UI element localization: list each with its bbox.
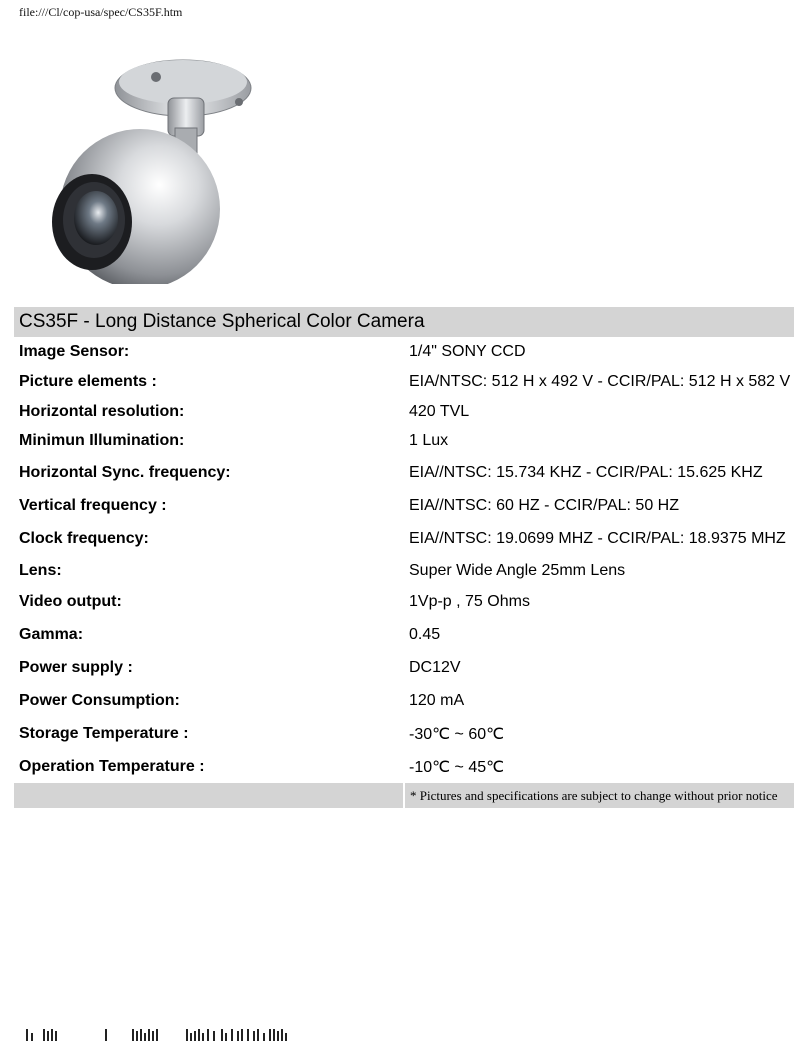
product-title: CS35F - Long Distance Spherical Color Camera [14,307,794,337]
spec-value: EIA//NTSC: 19.0699 MHZ - CCIR/PAL: 18.9375 MHZ [409,529,786,547]
spec-label: Gamma: [19,625,84,643]
table-row [14,750,794,783]
spec-value: EIA//NTSC: 15.734 KHZ - CCIR/PAL: 15.625 KHZ [409,463,763,481]
table-row [14,717,794,750]
table-row [14,426,794,456]
spec-label: Horizontal resolution: [19,402,185,420]
spec-table [14,307,794,808]
spec-label: Horizontal Sync. frequency: [19,463,231,481]
spec-label: Power Consumption: [19,691,180,709]
spec-label: Operation Temperature : [19,757,205,775]
spec-value: -30℃ ~ 60℃ [409,725,505,743]
table-row [14,618,794,651]
table-row [14,397,794,426]
notice-row [14,783,794,808]
table-row [14,337,794,367]
table-row [14,456,794,489]
spec-label: Vertical frequency : [19,496,167,514]
spec-label: Video output: [19,593,122,610]
spec-value: 420 TVL [409,402,470,420]
spec-label: Lens: [19,561,62,579]
footer-scan-marks [26,1027,326,1041]
spec-value: 120 mA [409,691,465,709]
table-row [14,684,794,717]
spec-value: -10℃ ~ 45℃ [409,758,505,776]
table-row [14,489,794,522]
spec-value: EIA/NTSC: 512 H x 492 V - CCIR/PAL: 512 H x 582 V [409,373,791,390]
table-row [14,522,794,555]
spec-value: 1 Lux [409,432,449,449]
spec-value: DC12V [409,658,461,676]
table-row [14,651,794,684]
lens [74,191,118,245]
table-row [14,555,794,586]
camera-photo [44,44,266,284]
spec-label: Clock frequency: [19,529,149,547]
spec-value: Super Wide Angle 25mm Lens [409,561,626,579]
file-url-header: file:///Cl/cop-usa/spec/CS35F.htm [19,5,183,19]
spec-label: Image Sensor: [19,343,130,360]
spec-label: Power supply : [19,658,133,676]
notice-text: * Pictures and specifications are subject to change without prior notice [404,783,794,808]
table-row [14,367,794,397]
notice-empty-cell [14,783,404,808]
spec-label: Picture elements : [19,373,157,390]
spec-value: 1/4" SONY CCD [409,343,526,360]
spec-label: Storage Temperature : [19,724,189,742]
spec-value: EIA//NTSC: 60 HZ - CCIR/PAL: 50 HZ [409,496,679,514]
spec-value: 0.45 [409,625,441,643]
spec-value: 1Vp-p , 75 Ohms [409,593,530,610]
title-row [14,307,794,337]
table-row [14,586,794,618]
spec-label: Minimun Illumination: [19,432,185,449]
